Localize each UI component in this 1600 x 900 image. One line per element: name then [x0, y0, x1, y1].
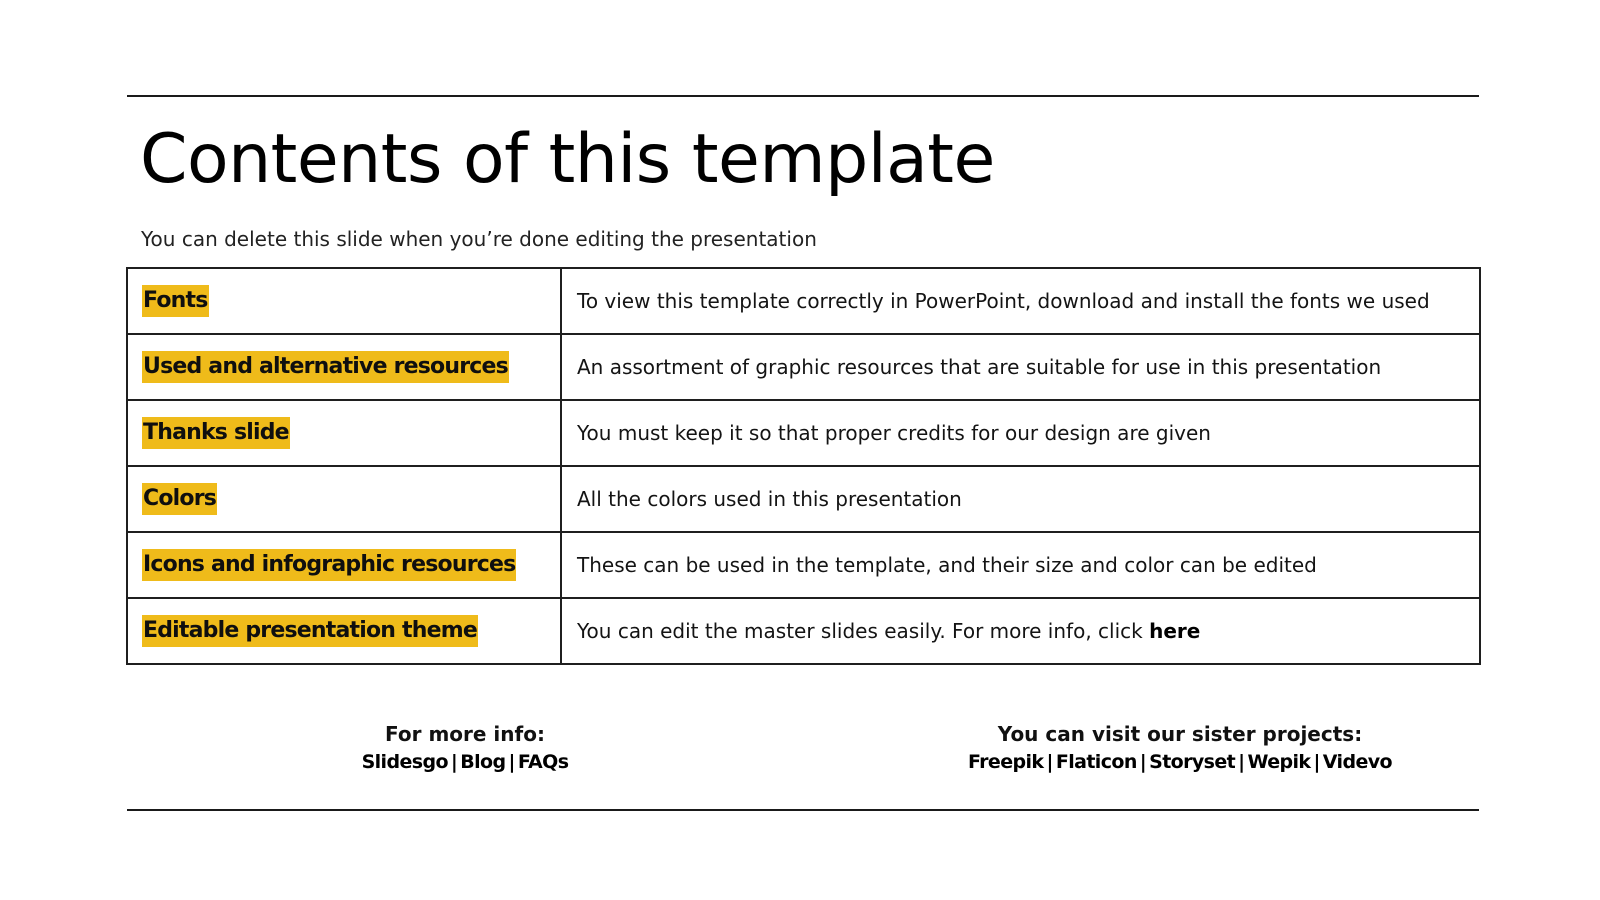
- link-separator: |: [1046, 751, 1053, 773]
- row-description: You can edit the master slides easily. For more info, click: [577, 619, 1150, 643]
- row-key-cell: [127, 598, 561, 664]
- row-description: You must keep it so that proper credits for our design are given: [561, 400, 1480, 466]
- table-row: [127, 532, 1480, 598]
- blog-link[interactable]: Blog: [460, 751, 506, 773]
- here-link[interactable]: here: [1149, 619, 1201, 643]
- row-description-cell: [561, 598, 1480, 664]
- more-info-heading: For more info:: [385, 722, 545, 746]
- wepik-link[interactable]: Wepik: [1247, 751, 1311, 773]
- highlighted-label: Thanks slide: [142, 417, 290, 449]
- more-info-links: [265, 748, 665, 776]
- table-row: [127, 598, 1480, 664]
- link-separator: |: [508, 751, 515, 773]
- slide-title: Contents of this template: [140, 120, 995, 199]
- link-separator: |: [1238, 751, 1245, 773]
- highlighted-label: Used and alternative resources: [142, 351, 509, 383]
- row-description: An assortment of graphic resources that are suitable for use in this presentation: [561, 334, 1480, 400]
- table-row: [127, 400, 1480, 466]
- link-separator: |: [1313, 751, 1320, 773]
- row-key-cell: [127, 400, 561, 466]
- sister-projects-heading: You can visit our sister projects:: [997, 722, 1363, 746]
- highlighted-label: Editable presentation theme: [142, 615, 478, 647]
- highlighted-label: Fonts: [142, 285, 209, 317]
- highlighted-label: Colors: [142, 483, 217, 515]
- link-separator: |: [1139, 751, 1147, 773]
- more-info-block: [265, 720, 665, 776]
- flaticon-link[interactable]: Flaticon: [1055, 751, 1137, 773]
- table-row: [127, 334, 1480, 400]
- row-description: To view this template correctly in PowerPoint, download and install the fonts we used: [561, 268, 1480, 334]
- highlighted-label: Icons and infographic resources: [142, 549, 516, 581]
- top-divider: [127, 95, 1479, 97]
- faqs-link[interactable]: FAQs: [517, 751, 569, 773]
- row-key-cell: [127, 466, 561, 532]
- contents-table: [126, 267, 1481, 665]
- slidesgo-link[interactable]: Slidesgo: [361, 751, 448, 773]
- row-description: These can be used in the template, and their size and color can be edited: [561, 532, 1480, 598]
- row-key-cell: [127, 268, 561, 334]
- row-description: All the colors used in this presentation: [561, 466, 1480, 532]
- bottom-divider: [127, 809, 1479, 811]
- row-key-cell: [127, 532, 561, 598]
- table-row: [127, 466, 1480, 532]
- storyset-link[interactable]: Storyset: [1149, 751, 1236, 773]
- freepik-link[interactable]: Freepik: [968, 751, 1044, 773]
- table-row: [127, 268, 1480, 334]
- link-separator: |: [450, 751, 458, 773]
- sister-projects-block: [880, 720, 1480, 776]
- videvo-link[interactable]: Videvo: [1322, 751, 1392, 773]
- sister-projects-links: [880, 748, 1480, 776]
- slide-subtitle: You can delete this slide when you’re done editing the presentation: [141, 227, 817, 251]
- row-key-cell: [127, 334, 561, 400]
